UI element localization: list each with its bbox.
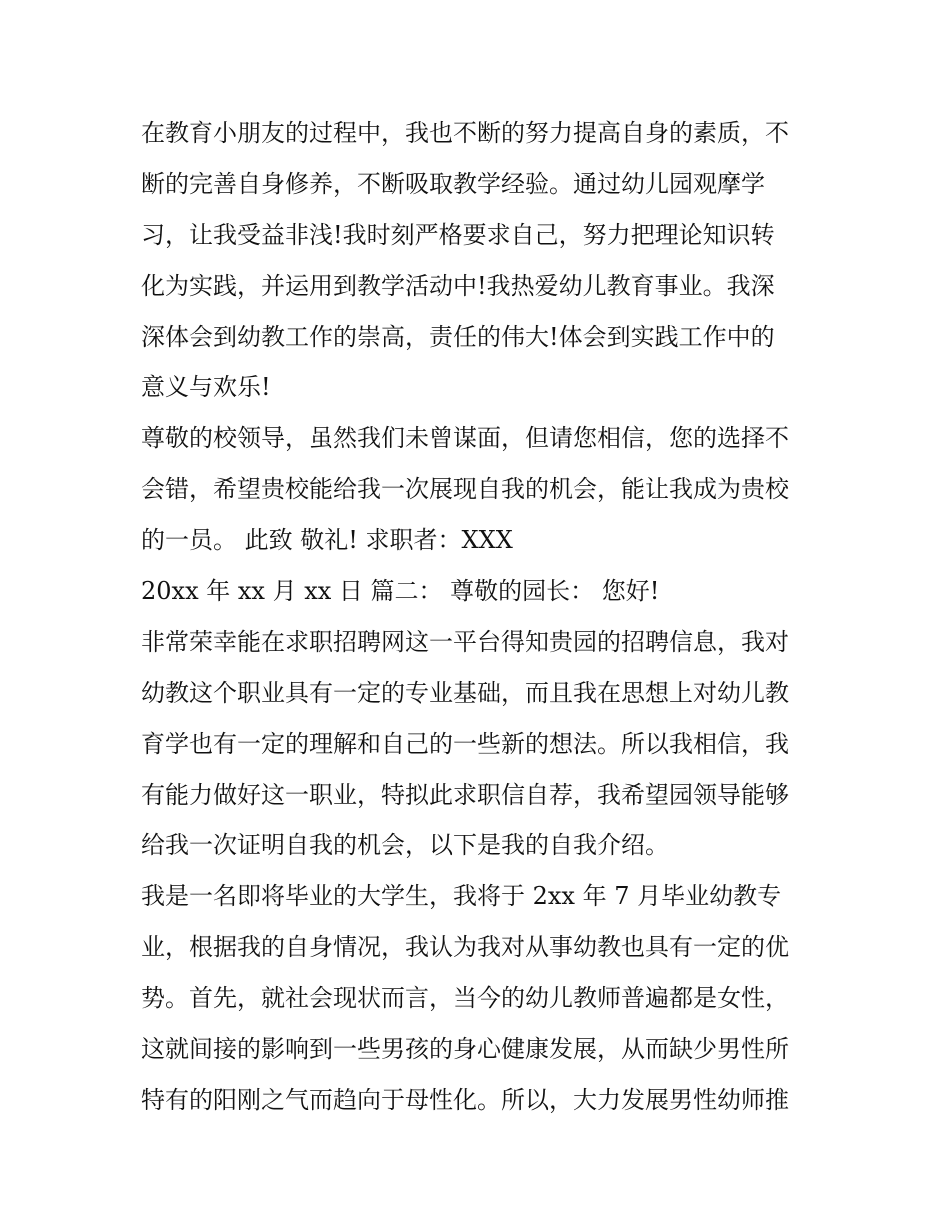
text-line: 特有的阳刚之气而趋向于母性化。所以，大力发展男性幼师推 <box>141 1085 789 1114</box>
document-body <box>141 108 821 1126</box>
text-line: 育学也有一定的理解和自己的一些新的想法。所以我相信，我 <box>141 729 789 758</box>
text-line: 20xx 年 xx 月 xx 日 篇二： 尊敬的园长： 您好! <box>141 577 660 606</box>
text-line: 深体会到幼教工作的崇高，责任的伟大!体会到实践工作中的 <box>141 322 775 351</box>
text-line: 的一员。 此致 敬礼! 求职者：XXX <box>141 526 513 555</box>
text-line: 非常荣幸能在求职招聘网这一平台得知贵园的招聘信息，我对 <box>141 627 789 656</box>
text-line: 这就间接的影响到一些男孩的身心健康发展，从而缺少男性所 <box>141 1035 789 1064</box>
text-line: 业，根据我的自身情况，我认为我对从事幼教也具有一定的优 <box>141 933 789 962</box>
text-line: 在教育小朋友的过程中，我也不断的努力提高自身的素质，不 <box>141 119 789 147</box>
text-line: 化为实践，并运用到教学活动中!我热爱幼儿教育事业。我深 <box>141 271 775 300</box>
text-line: 幼教这个职业具有一定的专业基础，而且我在思想上对幼儿教 <box>141 678 789 707</box>
text-line: 有能力做好这一职业，特拟此求职信自荐，我希望园领导能够 <box>141 780 789 809</box>
text-line: 会错，希望贵校能给我一次展现自我的机会，能让我成为贵校 <box>141 475 789 504</box>
text-line: 断的完善自身修养，不断吸取教学经验。通过幼儿园观摩学 <box>141 169 765 198</box>
text-line: 给我一次证明自我的机会，以下是我的自我介绍。 <box>141 831 669 860</box>
text-line: 我是一名即将毕业的大学生，我将于 2xx 年 7 月毕业幼教专 <box>141 882 782 911</box>
text-line: 尊敬的校领导，虽然我们未曾谋面，但请您相信，您的选择不 <box>141 424 789 453</box>
text-line: 意义与欢乐! <box>141 373 271 402</box>
text-line: 势。首先，就社会现状而言，当今的幼儿教师普遍都是女性， <box>141 984 789 1013</box>
text-line: 习，让我受益非浅!我时刻严格要求自己，努力把理论知识转 <box>141 220 775 249</box>
